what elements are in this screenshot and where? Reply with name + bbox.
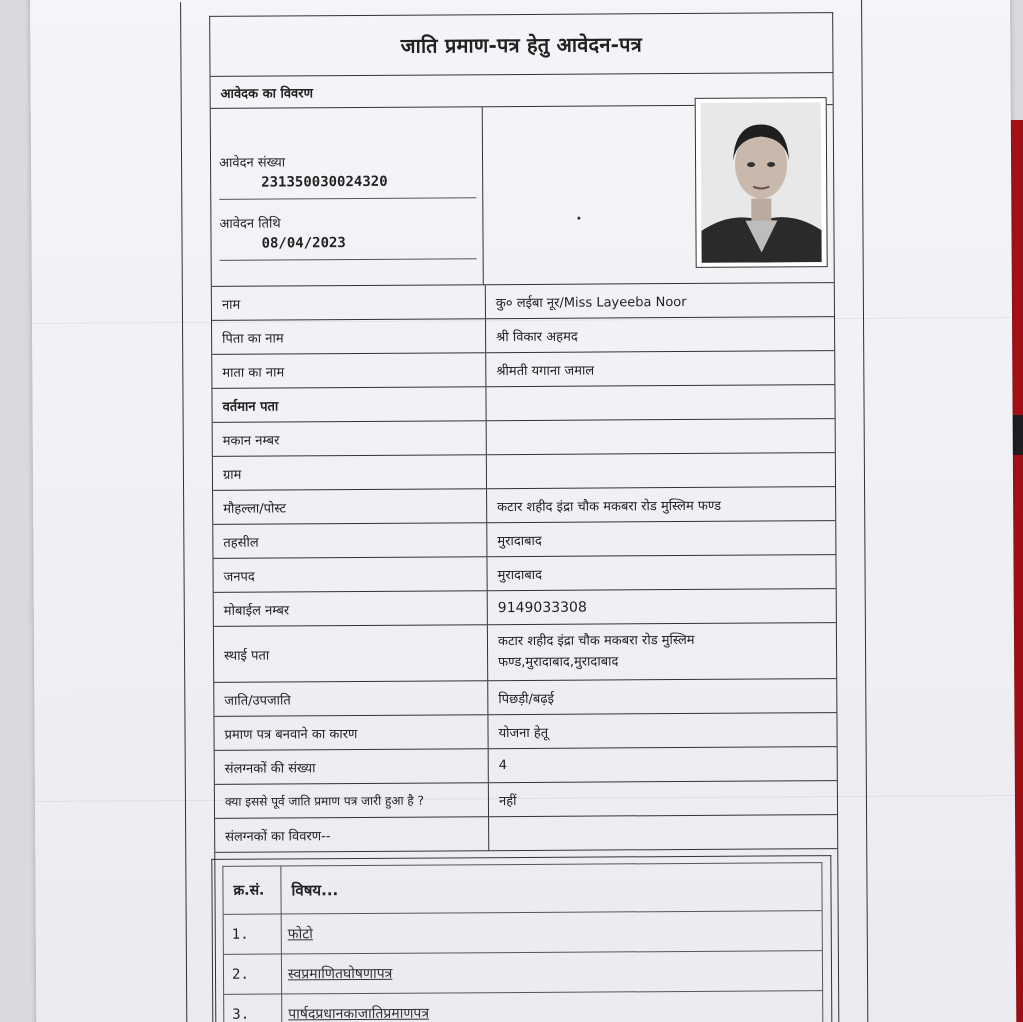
field-label: मौहल्ला/पोस्ट	[213, 489, 487, 524]
field-value: श्रीमती यगाना जमाल	[496, 363, 595, 379]
application-date: 08/04/2023	[261, 235, 346, 252]
row-current-address	[212, 385, 834, 423]
underline	[219, 197, 476, 200]
section-title: आवेदक का विवरण	[211, 73, 833, 109]
field-label: जाति/उपजाति	[214, 681, 488, 716]
attachments-header	[223, 863, 821, 915]
row-mobile	[214, 589, 836, 627]
application-meta	[211, 107, 484, 286]
row-father-name	[212, 317, 834, 355]
field-label: मोबाईल नम्बर	[214, 591, 488, 626]
field-value: मुरादाबाद	[497, 567, 543, 583]
form-frame	[180, 0, 868, 1022]
field-value: योजना हेतू	[498, 725, 549, 741]
row-house-number	[213, 419, 835, 457]
attachment-row	[224, 911, 822, 955]
field-value: कटार शहीद इंद्रा चौक मकबरा रोड मुस्लिम फण्ड	[497, 498, 722, 515]
attachment-row	[224, 991, 822, 1022]
ink-dot	[577, 217, 580, 220]
row-permanent-address	[214, 623, 836, 683]
field-label: पिता का नाम	[212, 319, 486, 354]
photo-cell	[483, 105, 834, 284]
row-village	[213, 453, 835, 491]
attachment-serial: 2.	[224, 954, 282, 993]
field-value: मुरादाबाद	[497, 533, 542, 549]
serial-header: क्र.सं.	[223, 866, 281, 913]
application-number: 231350030024320	[261, 173, 388, 191]
attachment-subject: फोटो	[287, 926, 313, 943]
field-label: तहसील	[213, 523, 487, 558]
field-value: नहीं	[498, 793, 517, 809]
field-value: कु० लईबा नूर/Miss Layeeba Noor	[495, 294, 687, 311]
row-mother-name	[212, 351, 834, 389]
field-value: श्री विकार अहमद	[496, 329, 578, 345]
attachment-subject: स्वप्रमाणितघोषणापत्र	[287, 965, 393, 983]
row-district	[213, 555, 835, 593]
address-line-2: फण्ड,मुरादाबाद,मुरादाबाद	[498, 653, 619, 670]
applicant-photo	[695, 97, 828, 268]
field-value	[489, 815, 837, 850]
field-label: नाम	[212, 285, 486, 320]
form-title: जाति प्रमाण-पत्र हेतु आवेदन-पत्र	[210, 13, 832, 77]
row-locality	[213, 487, 835, 525]
subject-header: विषय...	[291, 880, 339, 899]
field-label: मकान नम्बर	[213, 421, 487, 456]
field-value	[487, 419, 835, 454]
row-attachment-count	[215, 747, 837, 785]
address-line-1: कटार शहीद इंद्रा चौक मकबरा रोड मुस्लिम	[497, 632, 695, 649]
underline	[220, 258, 477, 261]
field-label: क्या इससे पूर्व जाति प्रमाण पत्र जारी हुआ है ?	[215, 783, 489, 818]
application-date-label: आवेदन तिथि	[219, 216, 281, 232]
field-label: संलग्नकों का विवरण--	[215, 817, 489, 852]
field-label: माता का नाम	[212, 353, 486, 388]
attachment-serial: 3.	[224, 994, 282, 1022]
row-reason	[214, 713, 836, 751]
row-caste	[214, 679, 836, 717]
field-label: ग्राम	[213, 455, 487, 490]
field-label: वर्तमान पता	[212, 387, 486, 422]
field-value: 4	[498, 758, 508, 774]
row-name	[212, 283, 834, 321]
field-value: 9149033308	[497, 599, 587, 616]
field-value: पिछड़ी/बढ़ई	[498, 691, 555, 707]
application-number-label: आवेदन संख्या	[219, 155, 286, 171]
row-previous-certificate	[215, 781, 837, 819]
attachment-row	[224, 951, 822, 995]
field-value	[487, 453, 835, 488]
application-form	[209, 12, 839, 1022]
field-value	[488, 623, 836, 680]
document-paper	[30, 0, 1016, 1022]
field-label: संलग्नकों की संख्या	[215, 749, 489, 784]
attachment-serial: 1.	[224, 914, 282, 953]
field-label: जनपद	[213, 557, 487, 592]
applicant-photo-image	[700, 102, 823, 263]
field-label: प्रमाण पत्र बनवाने का कारण	[214, 715, 488, 750]
application-info-block	[211, 105, 834, 287]
row-attachment-details	[215, 815, 837, 853]
attachments-table	[222, 862, 823, 1022]
attachment-subject: पार्षदप्रधानकाजातिप्रमाणपत्र	[288, 1005, 430, 1022]
field-label: स्थाई पता	[214, 625, 488, 682]
attachments-frame	[211, 855, 832, 1022]
row-tehsil	[213, 521, 835, 559]
field-value	[486, 385, 834, 420]
